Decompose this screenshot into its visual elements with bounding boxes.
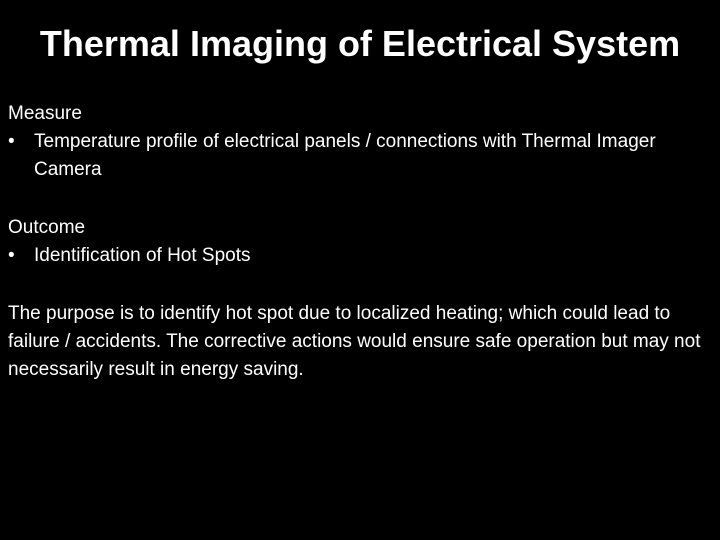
measure-bullet-list xyxy=(8,128,714,184)
spacer xyxy=(8,184,714,214)
section-heading-measure: Measure xyxy=(8,103,82,124)
spacer xyxy=(8,270,714,300)
list-item xyxy=(8,242,714,270)
bullet-text: Temperature profile of electrical panels / connections with Thermal Imager Camera xyxy=(34,131,656,180)
slide-body xyxy=(8,100,714,384)
list-item xyxy=(8,128,714,184)
bullet-text: Identification of Hot Spots xyxy=(34,245,251,266)
bullet-icon: • xyxy=(8,131,15,152)
slide-title: Thermal Imaging of Electrical System xyxy=(39,23,681,64)
purpose-paragraph: The purpose is to identify hot spot due to localized heating; which could lead to failure / accidents. The corrective actions would ensure safe operation but may not necessarily result in energy saving. xyxy=(8,303,701,380)
bullet-icon: • xyxy=(8,245,15,266)
section-heading-outcome: Outcome xyxy=(8,217,86,238)
outcome-bullet-list xyxy=(8,242,714,270)
